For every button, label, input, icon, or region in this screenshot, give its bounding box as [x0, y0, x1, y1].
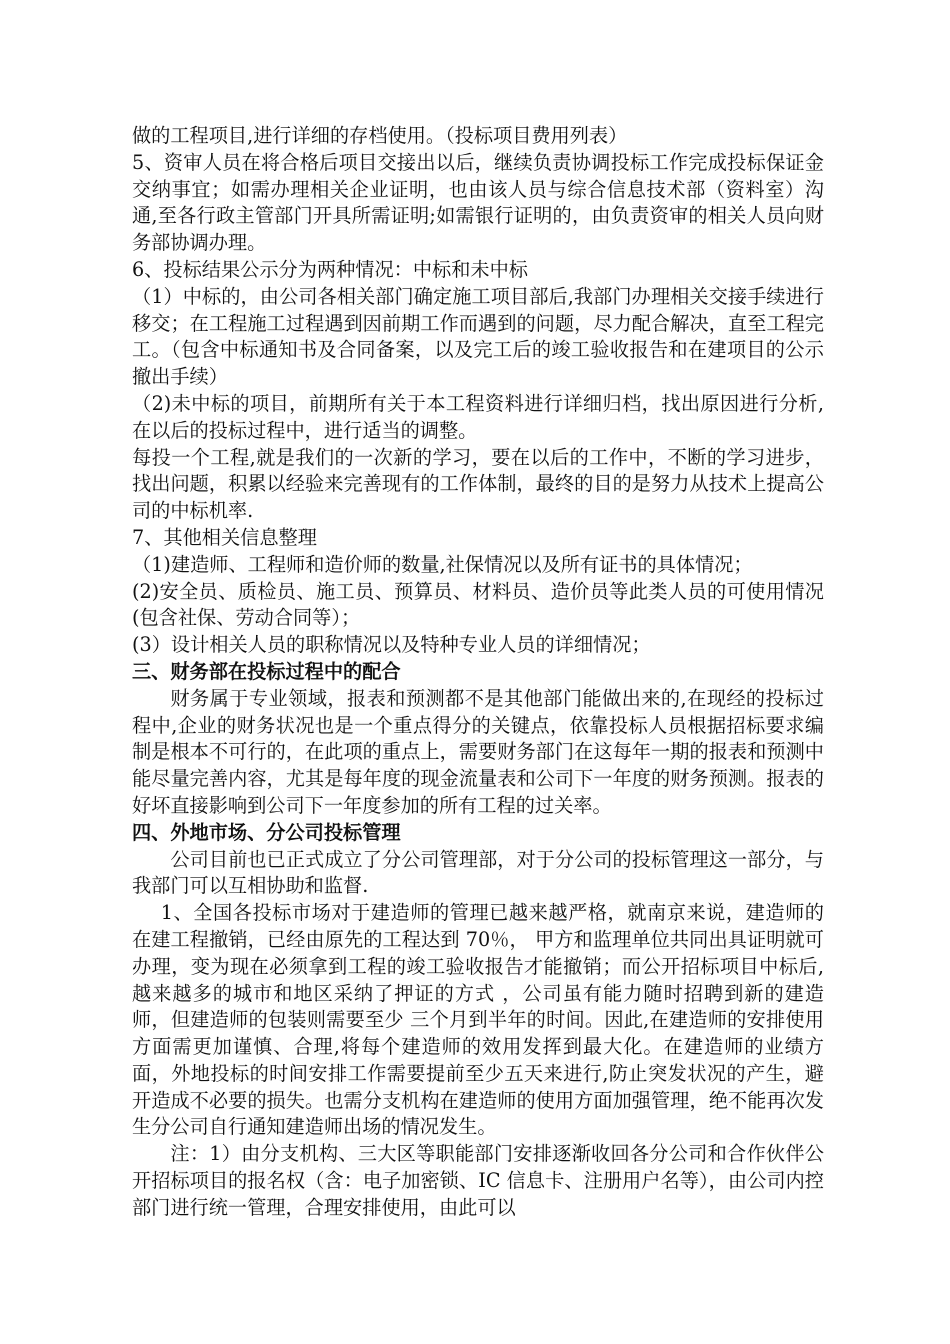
paragraph: 6、投标结果公示分为两种情况：中标和未中标 [132, 257, 528, 281]
paragraph: 公司目前也已正式成立了分公司管理部，对于分公司的投标管理这一部分，与我部门可以互相协助和监督. [132, 847, 824, 898]
paragraph: 注：1）由分支机构、三大区等职能部门安排逐渐收回各分公司和合作伙伴公开招标项目的报名权（含：电子加密锁、IC 信息卡、注册用户名等），由公司内控部门进行统一管理，合理安排使用，由此可以 [132, 1142, 824, 1219]
section-heading-finance: 三、财务部在投标过程中的配合 [132, 659, 401, 683]
paragraph: （2)未中标的项目，前期所有关于本工程资料进行详细归档，找出原因进行分析,在以后的投标过程中，进行适当的调整。 [132, 391, 824, 442]
section-heading-branch: 四、外地市场、分公司投标管理 [132, 820, 401, 844]
paragraph: 每投一个工程,就是我们的一次新的学习，要在以后的工作中，不断的学习进步，找出问题，积累以经验来完善现有的工作体制，最终的目的是努力从技术上提高公司的中标机率. [132, 445, 824, 523]
paragraph: 5、资审人员在将合格后项目交接出以后，继续负责协调投标工作完成投标保证金交纳事宜；如需办理相关企业证明，也由该人员与综合信息技术部（资料室）沟通,至各行政主管部门开具所需证明;如需银行证明的，由负责资审的相关人员向财务部协调办理。 [132, 150, 824, 255]
paragraph: 7、其他相关信息整理 [132, 525, 317, 549]
paragraph: 财务属于专业领域，报表和预测都不是其他部门能做出来的,在现经的投标过程中,企业的财务状况也是一个重点得分的关键点，依靠投标人员根据招标要求编制是根本不可行的，在此项的重点上，需要财务部门在这每年一期的报表和预测中能尽量完善内容，尤其是每年度的现金流量表和公司下一年度的财务预测。报表的好坏直接影响到公司下一年度参加的所有工程的过关率。 [132, 686, 824, 817]
paragraph: (3）设计相关人员的职称情况以及特种专业人员的详细情况； [132, 633, 651, 657]
paragraph: (2)安全员、质检员、施工员、预算员、材料员、造价员等此类人员的可使用情况(包含社保、劳动合同等）； [132, 579, 824, 630]
paragraph: 做的工程项目,进行详细的存档使用。（投标项目费用列表） [132, 124, 628, 147]
document-page [132, 123, 824, 1222]
paragraph: （1)建造师、工程师和造价师的数量,社保情况以及所有证书的具体情况； [132, 552, 753, 576]
paragraph: 1、全国各投标市场对于建造师的管理已越来越严格，就南京来说，建造师的在建工程撤销，已经由原先的工程达到 70％， 甲方和监理单位共同出具证明就可办理，变为现在必须拿到工程的竣工验收报告才能撤销；而公开招标项目中标后,越来越多的城市和地区采纳了押证的方式 ，公司虽有能力随时招聘到新的建造师，但建造师的包装则需要至少 三个月到半年的时间。因此,在建造师的安排使用方面需更加谨慎、合理,将每个建造师的效用发挥到最大化。在建造师的业绩方面，外地投标的时间安排工作需要提前至少五天来进行,防止突发状况的产生，避开造成不必要的损失。也需分支机构在建造师的使用方面加强管理，绝不能再次发生分公司自行通知建造师出场的情况发生。 [132, 901, 824, 1139]
paragraph: （1）中标的，由公司各相关部门确定施工项目部后,我部门办理相关交接手续进行移交；在工程施工过程遇到因前期工作而遇到的问题，尽力配合解决，直至工程完工。（包含中标通知书及合同备案，以及完工后的竣工验收报告和在建项目的公示撤出手续） [132, 284, 824, 389]
